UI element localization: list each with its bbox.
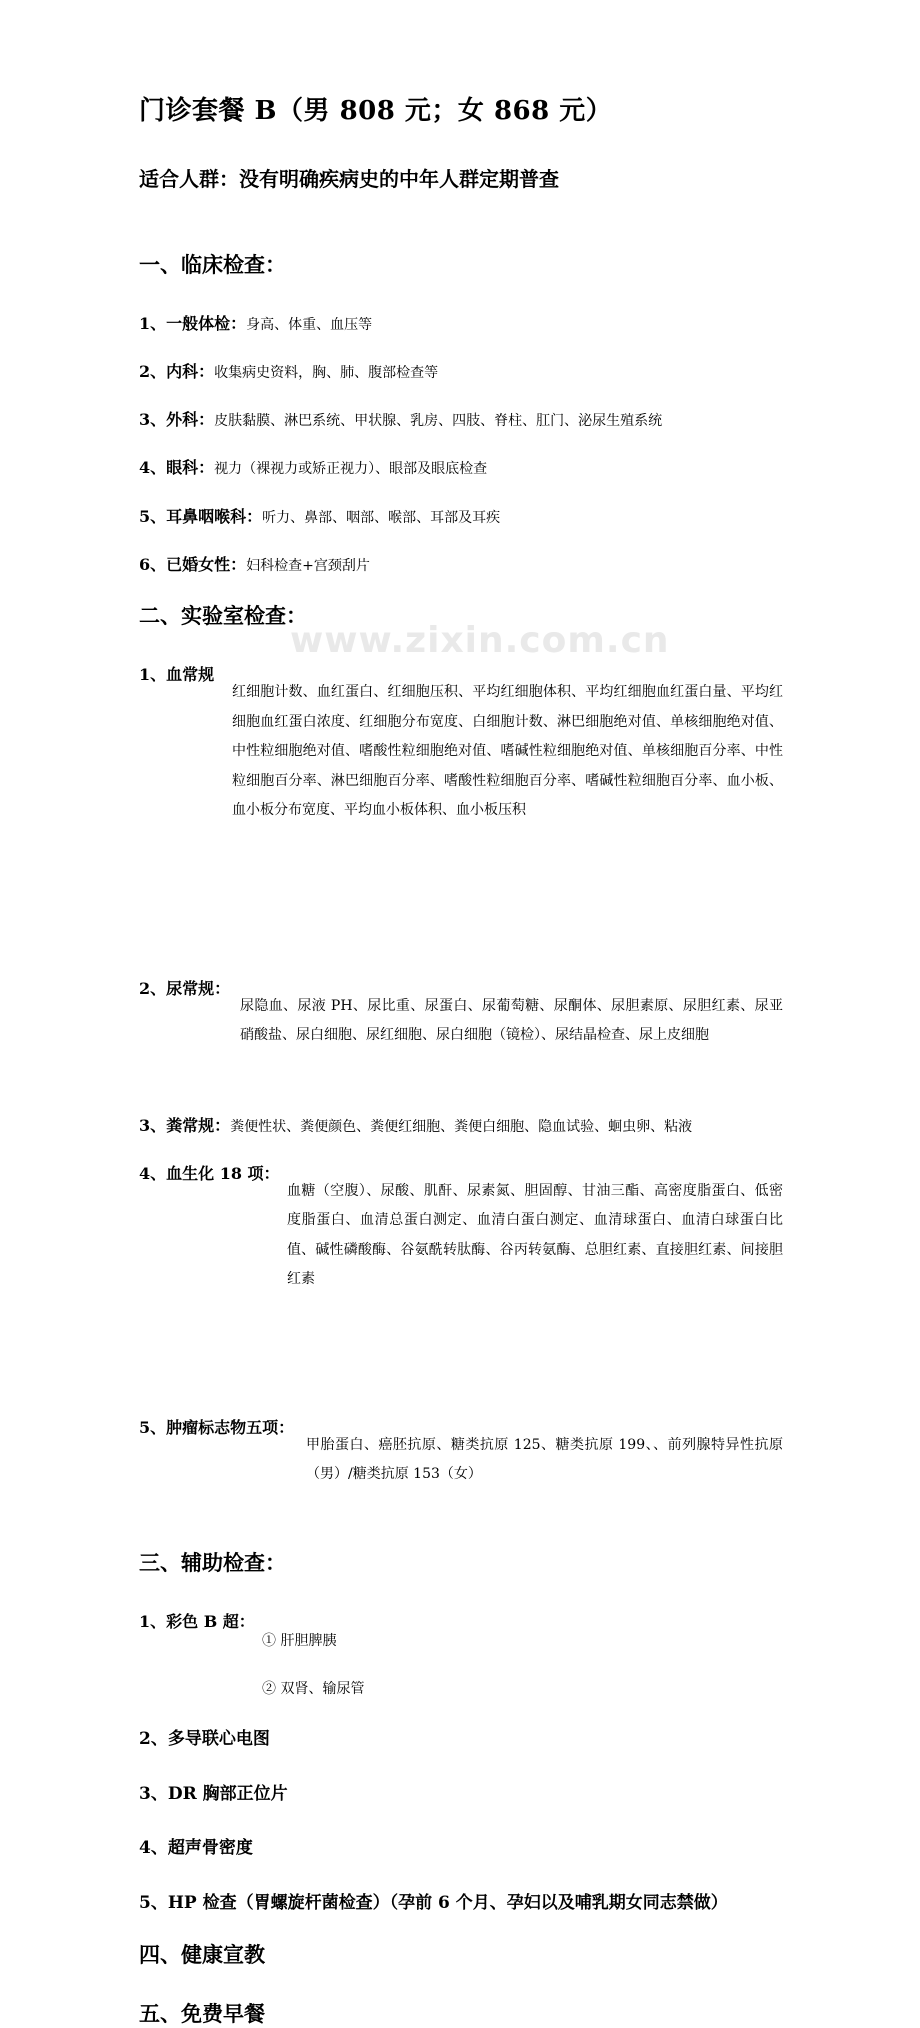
list-item: 4、超声骨密度 [139,1837,253,1858]
item-text: 收集病史资料，胸、肺、腹部检查等 [214,365,439,381]
watermark: www.zixin.com.cn [290,620,670,661]
biochem-text: 血糖（空腹）、尿酸、肌酐、尿素氮、胆固醇、甘油三酯、高密度脂蛋白、低密度脂蛋白、血清总蛋白测定、血清白蛋白测定、血清球蛋白、血清白球蛋白比值、碱性磷酸酶、谷氨酰转肽酶、谷丙转氨酶、总胆红素、直接胆红素、间接胆红素 [287,1182,783,1287]
item-label: 6、已婚女性： [139,555,247,574]
item-label: 4、眼科： [139,458,215,477]
tumor-marker-label: 5、肿瘤标志物五项： [139,1417,295,1437]
list-item [139,411,920,430]
section-lab-heading: 二、实验室检查： [139,603,307,628]
urine-routine-text-content: 尿隐血、尿液 PH、尿比重、尿蛋白、尿葡萄糖、尿酮体、尿胆素原、尿胆红素、尿亚硝酸盐、尿白细胞、尿红细胞、尿白细胞（镜检）、尿结晶检查、尿上皮细胞 [240,997,783,1043]
item-text: 听力、鼻部、咽部、喉部、耳部及耳疾 [262,510,501,526]
section-auxiliary-heading: 三、辅助检查： [139,1549,286,1575]
section-free-breakfast-heading: 五、免费早餐 [139,2000,265,2026]
blood-routine-label: 1、血常规 [139,665,215,684]
list-item [139,363,920,382]
ultrasound-label-row [139,1613,920,1632]
item-text: 视力（裸视力或矫正视力）、眼部及眼底检查 [214,461,488,477]
item-text: 妇科检查+宫颈刮片 [246,558,370,574]
item-text: 皮肤黏膜、淋巴系统、甲状腺、乳房、四肢、脊柱、肛门、泌尿生殖系统 [214,413,663,429]
list-item: 5、HP 检查（胃螺旋杆菌检查）（孕前 6 个月、孕妇以及哺乳期女同志禁做） [139,1892,728,1913]
ultrasound-item-text: ① 肝胆脾胰 [262,1632,337,1649]
item-text: 粪便性状、粪便颜色、粪便红细胞、粪便白细胞、隐血试验、蛔虫卵、粘液 [230,1118,693,1135]
tumor-marker-text: 甲胎蛋白、癌胚抗原、糖类抗原 125、糖类抗原 199、、前列腺特异性抗原（男）/糖类抗原 153（女） [306,1436,783,1482]
item-text: 身高、体重、血压等 [246,317,373,333]
list-item [139,508,920,527]
ultrasound-item-text: ② 双肾、输尿管 [262,1680,365,1697]
list-item [139,1117,920,1136]
list-item: 2、多导联心电图 [139,1728,270,1749]
ultrasound-label: 1、彩色 B 超： [139,1611,255,1631]
list-item [139,459,920,478]
target-group: 适合人群：没有明确疾病史的中年人群定期普查 [139,167,559,191]
urine-routine-text [240,992,783,1051]
ultrasound-item [262,1680,920,1698]
item-label: 3、粪常规： [139,1115,231,1135]
blood-routine-text: 红细胞计数、血红蛋白、红细胞压积、平均红细胞体积、平均红细胞血红蛋白量、平均红细胞血红蛋白浓度、红细胞分布宽度、白细胞计数、淋巴细胞绝对值、单核细胞绝对值、中性粒细胞绝对值、嗜酸性粒细胞绝对值、嗜碱性粒细胞绝对值、单核细胞百分率、中性粒细胞百分率、淋巴细胞百分率、嗜酸性粒细胞百分率、嗜碱性粒细胞百分率、血小板、血小板分布宽度、平均血小板体积、血小板压积 [232,684,783,818]
item-label: 3、外科： [139,410,215,429]
section-clinical-heading: 一、临床检查： [139,252,286,277]
ultrasound-item [262,1632,920,1650]
item-label: 1、一般体检： [139,314,247,333]
package-title: 门诊套餐 B（男 808 元；女 868 元） [139,96,613,126]
list-item [139,315,920,334]
section-health-education-heading: 四、健康宣教 [139,1941,265,1967]
item-label: 5、耳鼻咽喉科： [139,507,263,526]
list-item: 3、DR 胸部正位片 [139,1783,288,1804]
list-item [139,556,920,575]
item-label: 2、内科： [139,362,215,381]
biochem-label: 4、血生化 18 项： [139,1163,280,1183]
urine-routine-label: 2、尿常规： [139,978,231,998]
